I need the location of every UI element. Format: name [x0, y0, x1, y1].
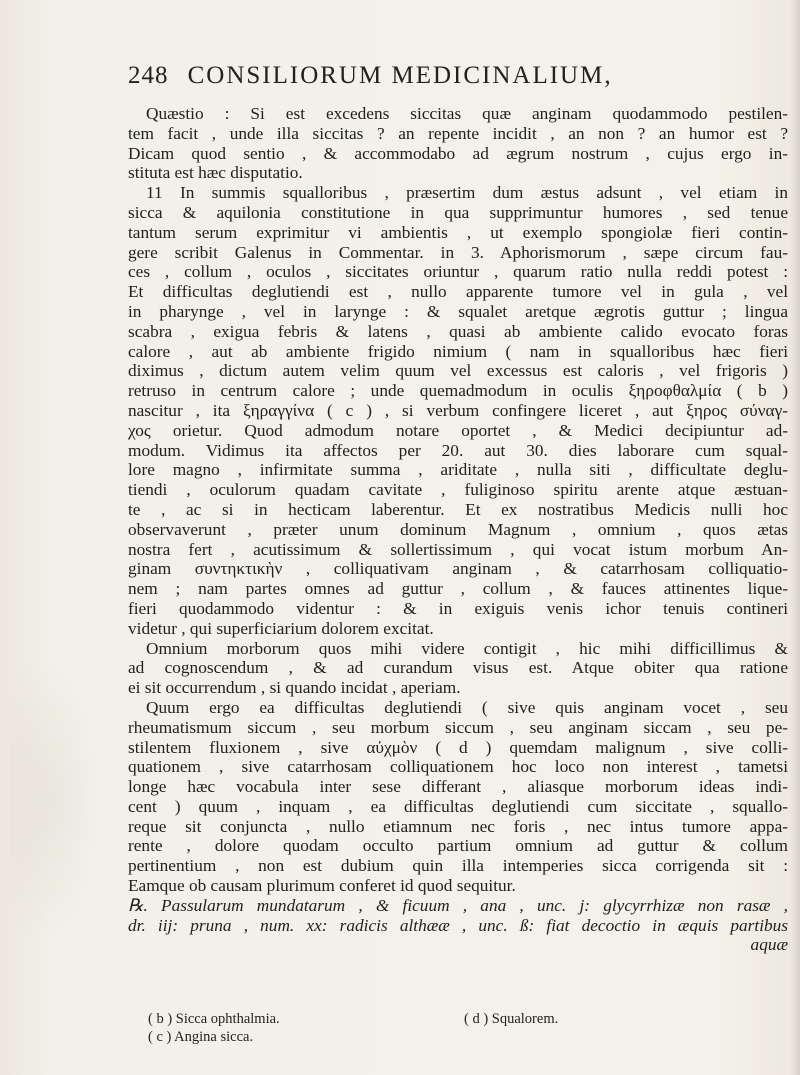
footnotes — [148, 1010, 708, 1046]
text-line: nem ; nam partes omnes ad guttur , collum , & fauces attinentes lique- — [128, 579, 788, 599]
text-line: cent ) quum , inquam , ea difficultas deglutiendi cum siccitate , squallo- — [128, 796, 788, 816]
page-header — [128, 62, 688, 90]
text-line: tantum serum exprimitur vi ambientis , ut exemplo spongiolæ fieri contin- — [128, 222, 788, 242]
footnote-c: ( c ) Angina sicca. — [148, 1029, 254, 1045]
text-line: stilentem fluxionem , sive αὐχμὸν ( d ) quemdam malignum , sive colli- — [128, 737, 788, 757]
text-line: sicca & aquilonia constitutione in qua supprimuntur humores , sed tenue — [128, 202, 788, 222]
text-line: rheumatismum siccum , seu morbum siccum , seu anginam siccam , seu pe- — [128, 717, 788, 737]
text-line: χος orietur. Quod admodum notare oportet , & Medici decipiuntur ad- — [128, 420, 788, 440]
text-line: Quæstio : Si est excedens siccitas quæ anginam quodammodo pestilen- — [146, 104, 788, 123]
text-line: rente , dolore quodam occulto partium omnium ad guttur & collum — [128, 836, 788, 856]
text-line: gere scribit Galenus in Commentar. in 3. Aphorismorum , sæpe circum fau- — [128, 242, 788, 262]
text-line: tiendi , oculorum quadam cavitate , fuliginoso spiritu arente atque æstuan- — [128, 480, 788, 500]
text-line: ginam συντηκτικὴν , colliquativam anginam , & catarrhosam colliquatio- — [128, 559, 788, 579]
footnote-b: ( b ) Sicca ophthalmia. — [148, 1011, 280, 1027]
text-line: retruso in centrum calore ; unde quemadmodum in oculis ξηροφθαλμία ( b ) — [128, 381, 788, 401]
text-line: 11 In summis squalloribus , præsertim dum æstus adsunt , vel etiam in — [146, 183, 788, 203]
text-line: Eamque ob causam plurimum conferet id quod sequitur. — [128, 876, 516, 896]
text-line: diximus , dictum autem velim quum vel excessus est caloris , vel frigoris ) — [128, 361, 788, 381]
text-line: fieri quodammodo videntur : & in exiguis venis ichor tenuis contineri — [128, 598, 788, 618]
text-line: stituta est hæc disputatio. — [128, 163, 303, 183]
page-number: 248 — [128, 62, 169, 89]
text-line: nostra fert , acutissimum & sollertissimum , qui vocat istum morbum An- — [128, 539, 788, 559]
text-line: observaverunt , præter unum dominum Magnum , omnium , quos ætas — [128, 519, 788, 539]
text-line: lore magno , infirmitate summa , ariditate , nulla siti , difficultate deglu- — [128, 460, 788, 480]
text-line: ces , collum , oculos , siccitates oriuntur , quarum ratio nulla reddi potest : — [128, 262, 788, 282]
running-title: CONSILIORUM MEDICINALIUM, — [187, 62, 613, 89]
footnote-d: ( d ) Squalorem. — [464, 1011, 559, 1027]
prescription-line: ℞. Passularum mundatarum , & ficuum , ana , unc. j: glycyrrhizæ non rasæ , — [128, 895, 788, 915]
text-line: ei sit occurrendum , si quando incidat , aperiam. — [128, 678, 461, 698]
body-text — [128, 104, 788, 955]
text-line: modum. Vidimus ita affectos per 20. aut 30. dies laborare cum squal- — [128, 440, 788, 460]
text-line: longe hæc vocabula inter sese differant , aliasque morborum ideas indi- — [128, 777, 788, 797]
text-line: Et difficultas deglutiendi est , nullo apparente tumore vel in gula , vel — [128, 282, 788, 302]
catchword: aquæ — [750, 935, 788, 955]
prescription-line: dr. iij: pruna , num. xx: radicis althææ , unc. ß: fiat decoctio in æquis partibus — [128, 915, 788, 935]
text-line: Dicam quod sentio , & accommodabo ad ægrum nostrum , cujus ergo in- — [128, 143, 788, 163]
text-line: reque sit conjuncta , nullo etiamnum nec foris , nec intus tumore appa- — [128, 816, 788, 836]
text-line: in pharynge , vel in larynge : & squalet aretque ægrotis guttur ; lingua — [128, 301, 788, 321]
text-line: quationem , sive catarrhosam colliquationem hoc loco non interest , tametsi — [128, 757, 788, 777]
text-line: Quum ergo ea difficultas deglutiendi ( sive quis anginam vocet , seu — [146, 697, 788, 717]
text-line: pertinentium , non est dubium quin illa intemperies sicca corrigenda sit : — [128, 856, 788, 876]
text-line: videtur , qui superficiarium dolorem excitat. — [128, 618, 434, 638]
text-line: calore , aut ab ambiente frigido nimium ( nam in squalloribus hæc fieri — [128, 341, 788, 361]
text-line: nascitur , ita ξηραγγίνα ( c ) , si verbum confingere liceret , aut ξηρος σύναγ- — [128, 400, 788, 420]
page-edge-shadow — [790, 0, 800, 1075]
text-line: Omnium morborum quos mihi videre contigit , hic mihi difficillimus & — [146, 638, 788, 658]
text-line: ad cognoscendum , & ad curandum visus est. Atque obiter qua ratione — [128, 658, 788, 678]
text-line: tem facit , unde illa siccitas ? an repente incidit , an non ? an humor est ? — [128, 123, 788, 143]
ink-bleed-through — [10, 650, 100, 950]
text-line: scabra , exigua febris & latens , quasi ab ambiente calido evocato foras — [128, 321, 788, 341]
text-line: te , ac si in hecticam laberentur. Et ex nostratibus Medicis nulli hoc — [128, 499, 788, 519]
